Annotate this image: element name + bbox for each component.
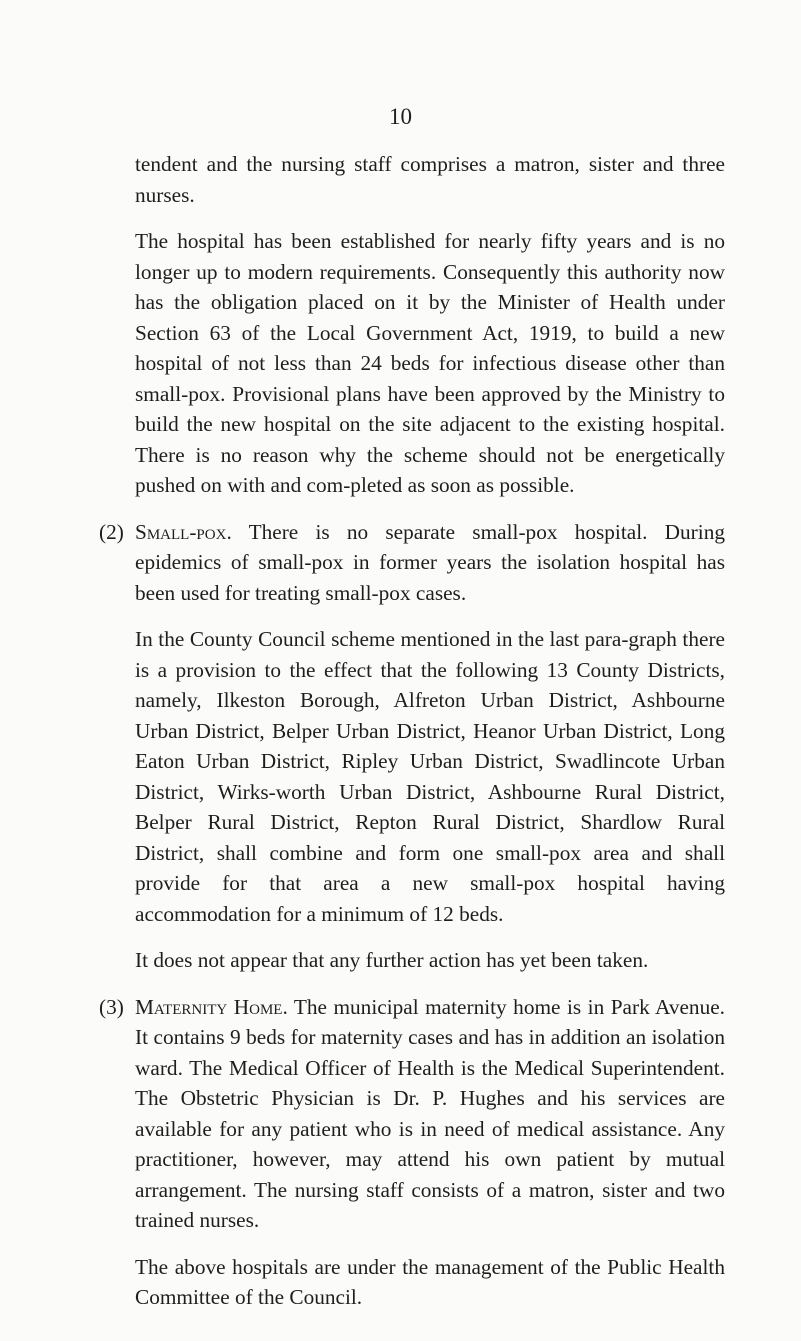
section-text: The municipal maternity home is in Park Avenue. It contains 9 beds for maternity cases and has in addition an isolation ward. The Medical Officer of Health is the Medical Superintendent. The Obstetric Physician is Dr. P. Hughes and his services are available for any patient who is in need of medical assistance. Any practitioner, however, may attend his own patient by mutual arrangement. The nursing staff consists of a matron, sister and two trained nurses. [135, 994, 725, 1232]
document-body [99, 149, 725, 1313]
paragraph-county-scheme: In the County Council scheme mentioned in the last para-graph there is a provision to the effect that the following 13 County Districts, namely, Ilkeston Borough, Alfreton Urban District, Ashbourne Urban District, Belper Urban District, Heanor Urban District, Long Eaton Urban District, Ripley Urban District, Swadlincote Urban District, Wirks-worth Urban District, Ashbourne Rural District, Belper Rural District, Repton Rural District, Shardlow Rural District, shall combine and form one small-pox area and shall provide for that area a new small-pox hospital having accommodation for a minimum of 12 beds. [135, 627, 725, 926]
section-text: There is no separate small-pox hospital. During epidemics of small-pox in former years the isolation hospital has been used for treating small-pox cases. [135, 519, 725, 605]
section-maternity-home [99, 992, 725, 1236]
section-number: (3) [99, 994, 124, 1019]
section-number: (2) [99, 519, 124, 544]
section-small-pox [99, 517, 725, 609]
paragraph-nursing-staff: tendent and the nursing staff comprises a matron, sister and three nurses. [135, 152, 725, 207]
paragraph-no-action: It does not appear that any further action has yet been taken. [135, 948, 649, 972]
page-number: 10 [389, 104, 412, 129]
section-heading: Small-pox. [135, 519, 232, 544]
paragraph-hospital-requirements: The hospital has been established for nearly fifty years and is no longer up to modern requirements. Consequently this authority now has the obligation placed on it by the Minister of Health under Section 63 of the Local Government Act, 1919, to build a new hospital of not less than 24 beds for infectious disease other than small-pox. Provisional plans have been approved by the Ministry to build the new hospital on the site adjacent to the existing hospital. There is no reason why the scheme should not be energetically pushed on with and com-pleted as soon as possible. [135, 229, 725, 497]
section-heading: Maternity Home. [135, 994, 288, 1019]
paragraph-management: The above hospitals are under the management of the Public Health Committee of the Council. [135, 1254, 725, 1309]
